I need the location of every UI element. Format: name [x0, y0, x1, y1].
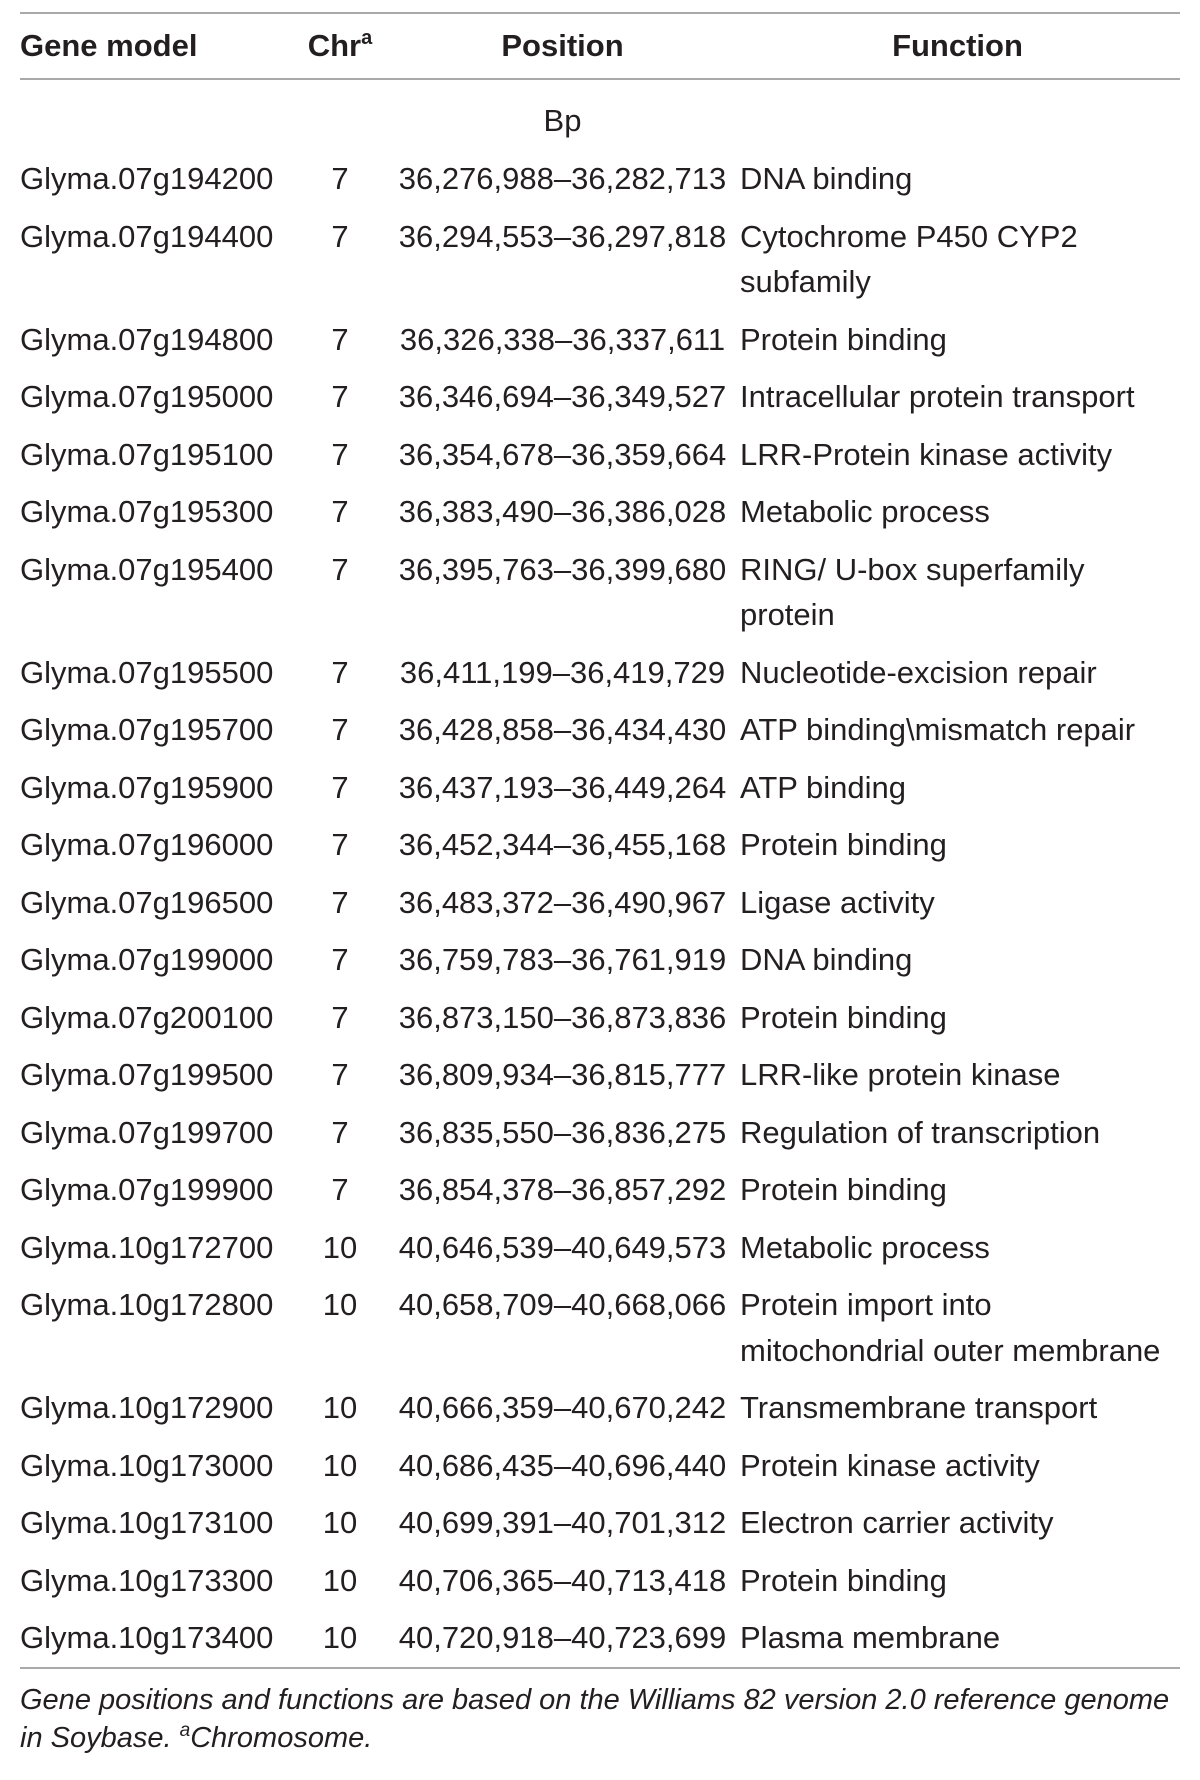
gene-model-cell: Glyma.07g195400 — [20, 551, 274, 587]
function-cell — [735, 311, 1180, 369]
table-row — [20, 1494, 1180, 1552]
table-row — [20, 541, 1180, 644]
table-body — [20, 79, 1180, 1668]
gene-model-cell: Glyma.07g196000 — [20, 827, 274, 862]
function-cell — [735, 150, 1180, 208]
position-cell: 36,346,694–36,349,527 — [398, 379, 727, 414]
gene-model-cell: Glyma.07g199500 — [20, 1057, 274, 1092]
function-cell — [735, 874, 1180, 932]
unit-row — [20, 79, 1180, 150]
gene-model-cell: Glyma.07g194200 — [20, 161, 274, 196]
gene-model-cell: Glyma.07g195500 — [20, 654, 274, 690]
position-cell: 40,699,391–40,701,312 — [398, 1505, 727, 1540]
function-text: Transmembrane transport — [740, 1390, 1098, 1425]
function-text: Protein binding — [740, 1172, 947, 1207]
function-cell — [735, 541, 1180, 644]
function-cell — [735, 1046, 1180, 1104]
chromosome-cell: 10 — [322, 1229, 358, 1265]
chromosome-cell: 10 — [322, 1447, 358, 1483]
position-cell: 36,809,934–36,815,777 — [398, 1057, 727, 1092]
gene-model-cell: Glyma.10g172700 — [20, 1229, 274, 1265]
table-row — [20, 1046, 1180, 1104]
function-text: ATP binding\mismatch repair — [740, 712, 1136, 747]
function-cell — [735, 1552, 1180, 1610]
table-row — [20, 483, 1180, 541]
position-cell: 36,452,344–36,455,168 — [398, 827, 727, 862]
function-text: Protein binding — [740, 321, 947, 357]
position-cell: 36,873,150–36,873,836 — [398, 999, 727, 1035]
position-cell: 36,437,193–36,449,264 — [398, 769, 727, 805]
header-chr: Chr$^a$ — [290, 13, 390, 79]
function-text: Cytochrome P450 CYP2 subfamily — [740, 218, 1078, 299]
gene-model-cell: Glyma.07g195100 — [20, 436, 274, 472]
function-text: Electron carrier activity — [740, 1505, 1054, 1540]
gene-model-cell: Glyma.07g195000 — [20, 379, 274, 414]
chromosome-cell: 7 — [331, 436, 349, 472]
table-row — [20, 208, 1180, 311]
table-row — [20, 1552, 1180, 1610]
position-cell: 36,411,199–36,419,729 — [399, 654, 726, 690]
chromosome-cell: 7 — [331, 494, 349, 529]
function-cell — [735, 1379, 1180, 1437]
table-row — [20, 426, 1180, 484]
chromosome-cell: 7 — [331, 1172, 349, 1207]
table-footnote: Gene positions and functions are based on the Williams 82 version 2.0 reference genome in Soybase. $^a$Chromosome. — [20, 1668, 1180, 1757]
chromosome-cell: 7 — [331, 218, 349, 254]
gene-model-cell: Glyma.07g196500 — [20, 884, 274, 920]
function-text: Regulation of transcription — [740, 1114, 1101, 1150]
chromosome-cell: 7 — [331, 712, 349, 747]
position-cell: 36,294,553–36,297,818 — [398, 218, 727, 254]
gene-model-cell: Glyma.07g200100 — [20, 999, 274, 1035]
table-row — [20, 1276, 1180, 1379]
table-row — [20, 931, 1180, 989]
function-text: DNA binding — [740, 942, 913, 977]
function-cell — [735, 1609, 1180, 1668]
function-cell — [735, 1161, 1180, 1219]
chromosome-cell: 7 — [331, 999, 349, 1035]
function-cell — [735, 1219, 1180, 1277]
chromosome-cell: 7 — [331, 769, 349, 805]
function-cell — [735, 1494, 1180, 1552]
header-chr-superscript: a — [361, 27, 373, 49]
footnote-superscript: a — [179, 1719, 191, 1741]
table-row — [20, 1379, 1180, 1437]
function-text: Plasma membrane — [740, 1620, 1001, 1655]
position-cell: 36,276,988–36,282,713 — [398, 161, 727, 196]
function-text: Protein kinase activity — [740, 1447, 1040, 1483]
function-cell — [735, 1437, 1180, 1495]
header-gene-model: Gene model — [20, 13, 290, 79]
gene-model-cell: Glyma.07g199900 — [20, 1172, 274, 1207]
position-cell: 36,428,858–36,434,430 — [398, 712, 727, 747]
gene-model-cell: Glyma.07g195300 — [20, 494, 274, 529]
position-cell: 40,666,359–40,670,242 — [398, 1390, 727, 1425]
function-text: Protein binding — [740, 999, 947, 1035]
gene-model-cell: Glyma.10g173000 — [20, 1447, 274, 1483]
function-text: Protein import into mitochondrial outer membrane — [740, 1287, 1161, 1368]
function-text: ATP binding — [740, 769, 907, 805]
gene-model-cell: Glyma.10g173100 — [20, 1505, 274, 1540]
function-cell — [735, 426, 1180, 484]
position-cell: 36,383,490–36,386,028 — [398, 494, 727, 529]
table-row — [20, 874, 1180, 932]
chromosome-cell: 7 — [331, 551, 349, 587]
table-row — [20, 150, 1180, 208]
position-cell: 36,759,783–36,761,919 — [398, 942, 727, 977]
table-row — [20, 989, 1180, 1047]
function-cell — [735, 989, 1180, 1047]
position-cell: 36,326,338–36,337,611 — [399, 321, 726, 357]
chromosome-cell: 7 — [331, 942, 349, 977]
function-text: Intracellular protein transport — [740, 379, 1135, 414]
chromosome-cell: 7 — [331, 827, 349, 862]
function-cell — [735, 816, 1180, 874]
gene-model-cell: Glyma.10g172900 — [20, 1390, 274, 1425]
function-text: Protein binding — [740, 827, 947, 862]
table-row — [20, 1104, 1180, 1162]
gene-model-cell: Glyma.07g194400 — [20, 218, 274, 254]
position-cell: 36,854,378–36,857,292 — [398, 1172, 727, 1207]
function-text: LRR-Protein kinase activity — [740, 436, 1113, 472]
table-row — [20, 759, 1180, 817]
chromosome-cell: 7 — [331, 379, 349, 414]
chromosome-cell: 10 — [322, 1562, 358, 1598]
function-text: Nucleotide-excision repair — [740, 654, 1097, 690]
gene-model-cell: Glyma.10g172800 — [20, 1287, 274, 1322]
function-text: DNA binding — [740, 161, 913, 196]
function-text: Metabolic process — [740, 494, 990, 529]
footnote-row — [20, 1668, 1180, 1757]
function-cell — [735, 208, 1180, 311]
function-cell — [735, 1276, 1180, 1379]
table-row — [20, 701, 1180, 759]
function-cell — [735, 483, 1180, 541]
gene-model-cell: Glyma.07g194800 — [20, 321, 274, 357]
header-position: Position — [390, 13, 735, 79]
function-text: RING/ U-box superfamily protein — [740, 551, 1085, 632]
table-row — [20, 311, 1180, 369]
position-cell: 40,658,709–40,668,066 — [398, 1287, 727, 1322]
table-row — [20, 1161, 1180, 1219]
chromosome-cell: 7 — [331, 1057, 349, 1092]
function-cell — [735, 1104, 1180, 1162]
chromosome-cell: 7 — [331, 1114, 349, 1150]
table-row — [20, 644, 1180, 702]
position-cell: 36,835,550–36,836,275 — [398, 1114, 727, 1150]
position-cell: 36,354,678–36,359,664 — [398, 436, 727, 472]
chromosome-cell: 10 — [322, 1390, 358, 1425]
function-cell — [735, 701, 1180, 759]
position-cell: 40,646,539–40,649,573 — [398, 1229, 727, 1265]
table-row — [20, 368, 1180, 426]
function-cell — [735, 644, 1180, 702]
table-row — [20, 1437, 1180, 1495]
function-text: Ligase activity — [740, 884, 935, 920]
function-cell — [735, 931, 1180, 989]
gene-model-cell: Glyma.07g195700 — [20, 712, 274, 747]
gene-model-cell: Glyma.10g173300 — [20, 1562, 274, 1598]
gene-model-cell: Glyma.07g195900 — [20, 769, 274, 805]
chromosome-cell: 10 — [322, 1287, 358, 1322]
chromosome-cell: 7 — [331, 884, 349, 920]
table-row — [20, 816, 1180, 874]
position-cell: 40,720,918–40,723,699 — [398, 1620, 727, 1655]
gene-model-cell: Glyma.10g173400 — [20, 1620, 274, 1655]
position-unit: Bp — [543, 103, 582, 138]
position-cell: 36,483,372–36,490,967 — [398, 884, 727, 920]
function-text: LRR-like protein kinase — [740, 1057, 1061, 1092]
position-cell: 40,686,435–40,696,440 — [398, 1447, 727, 1483]
table-row — [20, 1219, 1180, 1277]
chromosome-cell: 7 — [331, 654, 349, 690]
function-cell — [735, 759, 1180, 817]
table-row — [20, 1609, 1180, 1668]
function-text: Metabolic process — [740, 1229, 990, 1265]
chromosome-cell: 10 — [322, 1620, 358, 1655]
gene-model-cell: Glyma.07g199000 — [20, 942, 274, 977]
function-text: Protein binding — [740, 1562, 947, 1598]
chromosome-cell: 7 — [331, 321, 349, 357]
gene-model-cell: Glyma.07g199700 — [20, 1114, 274, 1150]
chromosome-cell: 7 — [331, 161, 349, 196]
header-row — [20, 13, 1180, 79]
position-cell: 40,706,365–40,713,418 — [398, 1562, 727, 1598]
position-cell: 36,395,763–36,399,680 — [398, 551, 727, 587]
chromosome-cell: 10 — [322, 1505, 358, 1540]
header-function: Function — [735, 13, 1180, 79]
function-cell — [735, 368, 1180, 426]
gene-table — [20, 12, 1180, 1757]
